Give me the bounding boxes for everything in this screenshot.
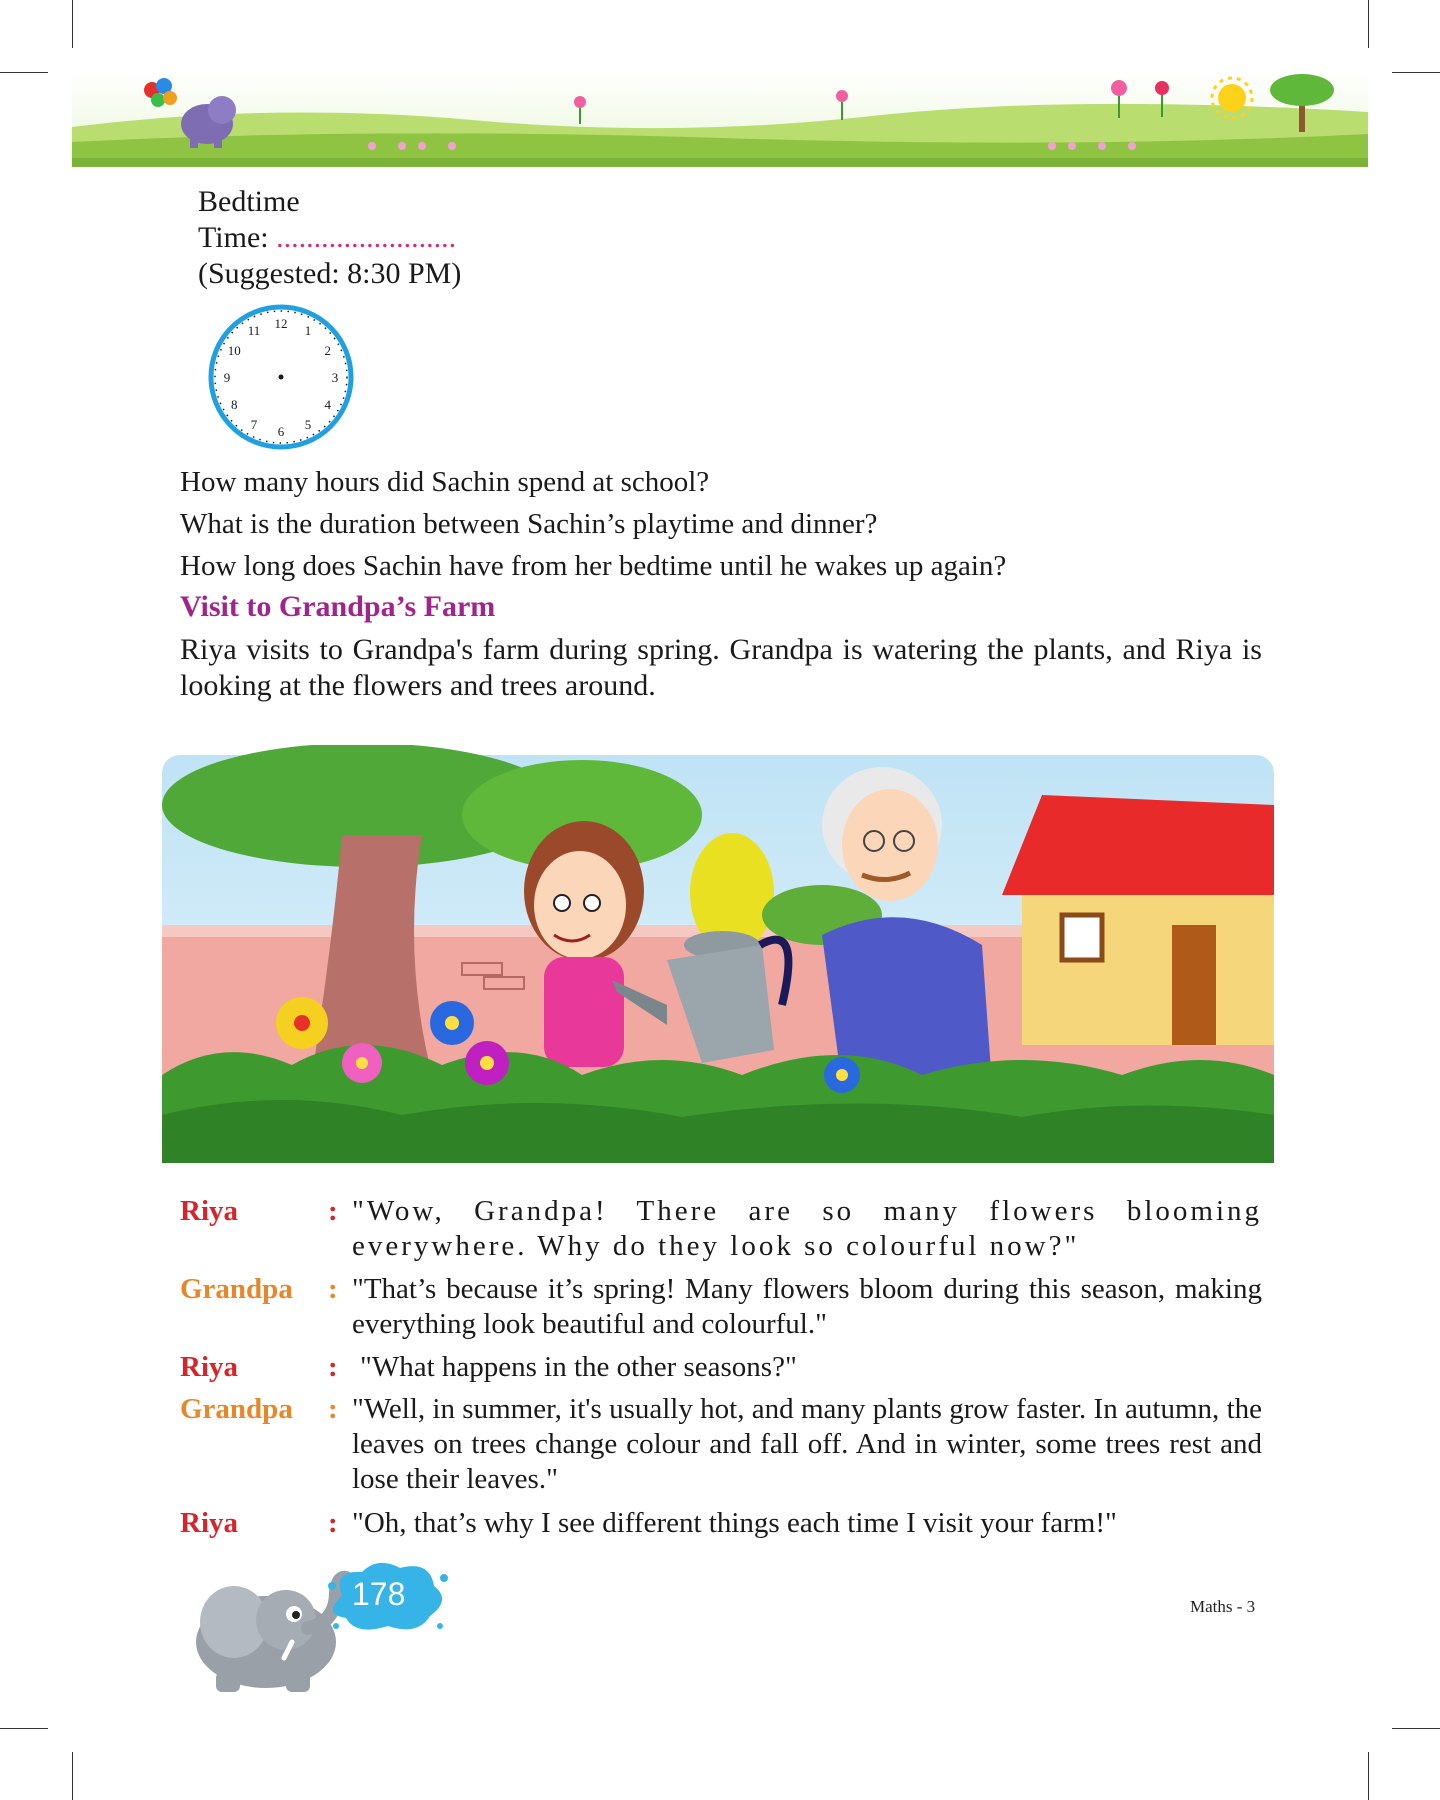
- crop-mark: [72, 1752, 73, 1800]
- suggested-time: (Suggested: 8:30 PM): [198, 257, 462, 290]
- clock-center: [279, 375, 284, 380]
- clock-number: 9: [223, 370, 231, 385]
- question-3: How long does Sachin have from her bedtime until he wakes up again?: [180, 550, 1007, 582]
- question-2: What is the duration between Sachin’s playtime and dinner?: [180, 508, 878, 540]
- clock-number: 4: [324, 397, 332, 412]
- clock-face: [206, 302, 356, 452]
- clock-number: 3: [331, 370, 339, 385]
- clock-number: 8: [230, 397, 238, 412]
- bedtime-time-row: [198, 220, 456, 256]
- speaker-riya: Riya: [180, 1351, 238, 1383]
- dialogue-text: "That’s because it’s spring! Many flowers bloom during this season, making everything look beautiful and colourful.": [352, 1273, 1262, 1340]
- dialogue-line-3: [180, 1350, 1262, 1386]
- crop-mark: [0, 1728, 48, 1729]
- dialogue-line-4: [180, 1392, 1262, 1497]
- bedtime-label: Bedtime: [198, 185, 300, 218]
- clock-number: 7: [250, 416, 258, 432]
- crop-mark: [1368, 0, 1369, 48]
- house-icon: [1002, 795, 1274, 1045]
- speaker-grandpa: Grandpa: [180, 1393, 293, 1425]
- section-intro: Riya visits to Grandpa's farm during spring. Grandpa is watering the plants, and Riya is looking at the flowers and trees around.: [180, 633, 1262, 702]
- speaker-colon: :: [328, 1195, 338, 1227]
- crop-mark: [0, 72, 48, 73]
- dialogue-line-2: [180, 1272, 1262, 1342]
- speaker-riya: Riya: [180, 1195, 238, 1227]
- clock-number: 10: [227, 343, 241, 358]
- crop-mark: [1392, 72, 1440, 73]
- farm-illustration: [162, 745, 1274, 1163]
- dialogue-line-5: [180, 1506, 1262, 1542]
- speaker-colon: :: [328, 1507, 338, 1539]
- clock-number: 1: [304, 323, 312, 339]
- page-number: 178: [352, 1576, 406, 1612]
- time-blank: ........................: [276, 221, 457, 254]
- speaker-riya: Riya: [180, 1507, 238, 1539]
- clock-number: 6: [277, 424, 285, 439]
- speaker-colon: :: [328, 1273, 338, 1305]
- clock-number: 2: [324, 343, 332, 358]
- section-title: Visit to Grandpa’s Farm: [180, 590, 496, 623]
- clock-number: 11: [247, 323, 261, 339]
- crop-mark: [72, 0, 73, 48]
- crop-mark: [1392, 1728, 1440, 1729]
- clock-number: 5: [304, 416, 312, 432]
- clock-number: 12: [274, 316, 288, 331]
- time-label: Time:: [198, 221, 269, 254]
- question-1: How many hours did Sachin spend at school?: [180, 466, 710, 498]
- speaker-grandpa: Grandpa: [180, 1273, 293, 1305]
- speaker-colon: :: [328, 1393, 338, 1425]
- dialogue-text: "Well, in summer, it's usually hot, and many plants grow faster. In autumn, the leaves on trees change colour and fall off. And in winter, some trees rest and lose their leaves.": [352, 1393, 1262, 1495]
- dialogue-text: "Oh, that’s why I see different things each time I visit your farm!": [352, 1507, 1117, 1539]
- dialogue-text: "Wow, Grandpa! There are so many flowers blooming everywhere. Why do they look so colourful now?": [352, 1195, 1262, 1262]
- crop-mark: [1368, 1752, 1369, 1800]
- subject-label: Maths - 3: [1190, 1597, 1256, 1616]
- header-banner: [72, 72, 1368, 167]
- dialogue-line-1: [180, 1194, 1262, 1264]
- speaker-colon: :: [328, 1351, 338, 1383]
- dialogue-text: "What happens in the other seasons?": [360, 1351, 797, 1383]
